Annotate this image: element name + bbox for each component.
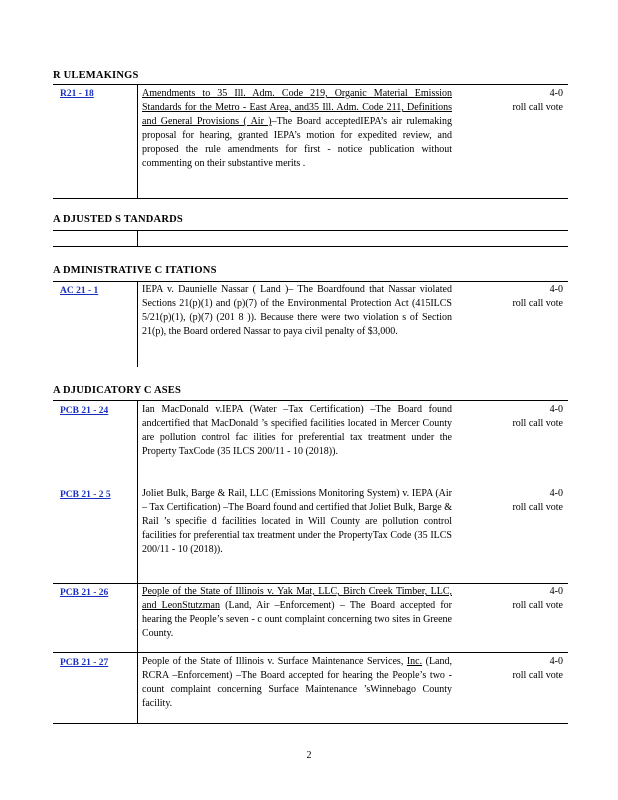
vote-count: 4-0	[549, 404, 563, 415]
entry-description	[142, 87, 452, 171]
vote-result	[480, 487, 563, 515]
column-divider	[137, 281, 138, 367]
page-number: 2	[306, 750, 312, 761]
vote-type: roll call vote	[512, 418, 563, 429]
divider	[53, 198, 568, 199]
divider	[53, 723, 568, 724]
vote-type: roll call vote	[512, 102, 563, 113]
entry-text: (Land, RCRA –Enforcement) –The Board accepted for hearing the People’s two - count complaint concerning Surface Maintenance ’sWinnebago County facility.	[142, 656, 452, 709]
entry-text: –The Board acceptedIEPA’s air rulemaking proposal for hearing, granted IEPA’s motion for expedited review, and proposed the rule amendments for first - notice publication without commenting on their substantive merits .	[142, 116, 452, 169]
divider	[53, 84, 568, 85]
vote-result	[480, 87, 563, 115]
section-heading-adjudicatory-cases: A DJUDICATORY C ASES	[53, 385, 182, 396]
entry-description	[142, 403, 452, 459]
divider	[53, 583, 568, 584]
docket-link-pcb-21-25[interactable]: PCB 21 - 2 5	[60, 490, 111, 500]
divider	[53, 400, 568, 401]
docket-link-pcb-21-27[interactable]: PCB 21 - 27	[60, 658, 109, 668]
vote-type: roll call vote	[512, 670, 563, 681]
vote-count: 4-0	[549, 656, 563, 667]
divider	[53, 246, 568, 247]
vote-result	[480, 655, 563, 683]
column-divider	[137, 400, 138, 723]
entry-text: Ian MacDonald v.IEPA (Water –Tax Certification) –The Board found andcertified that MacDonald ’s specified facilities located in Mercer County are pollution control fac ilities for preferential tax treatment under the Property TaxCode (35 ILCS 200/11 - 10 (2018)).	[142, 404, 452, 457]
column-divider	[137, 84, 138, 198]
vote-result	[480, 403, 563, 431]
entry-description	[142, 487, 452, 557]
docket-link-pcb-21-26[interactable]: PCB 21 - 26	[60, 588, 109, 598]
entry-text-start: People of the State of Illinois v. Surface Maintenance Services,	[142, 656, 407, 667]
vote-count: 4-0	[549, 284, 563, 295]
docket-link-ac-21-1[interactable]: AC 21 - 1	[60, 286, 99, 296]
docket-link-pcb-21-24[interactable]: PCB 21 - 24	[60, 406, 109, 416]
entry-description	[142, 283, 452, 339]
vote-result	[480, 283, 563, 311]
case-caption: People of the State of Illinois v. Yak Mat, LLC, Birch Creek Timber, LLC, and LeonStutzman	[142, 586, 452, 611]
column-divider	[137, 230, 138, 246]
entry-description	[142, 655, 452, 711]
divider	[53, 652, 568, 653]
rulemaking-title: Amendments to 35 Ill. Adm. Code 219, Organic Material Emission Standards for the Metro - East Area, and35 Ill. Adm. Code 211, Definitions and General Provisions ( Air )	[142, 88, 452, 127]
entry-description	[142, 585, 452, 641]
entry-text: IEPA v. Daunielle Nassar ( Land )– The Boardfound that Nassar violated Sections 21(p)(1) and (p)(7) of the Environmental Protection Act (415ILCS 5/21(p)(1), (p)(7) (201 8 )). Because there were two violation s of Section 21(p), the Board ordered Nassar to paya civil penalty of $3,000.	[142, 284, 452, 337]
section-heading-adjusted-standards: A DJUSTED S TANDARDS	[53, 214, 183, 225]
section-heading-rulemakings: R ULEMAKINGS	[53, 70, 139, 81]
divider	[53, 281, 568, 282]
vote-type: roll call vote	[512, 600, 563, 611]
vote-count: 4-0	[549, 488, 563, 499]
docket-link-r21-18[interactable]: R21 - 18	[60, 89, 94, 99]
vote-type: roll call vote	[512, 502, 563, 513]
vote-count: 4-0	[549, 88, 563, 99]
vote-result	[480, 585, 563, 613]
entry-text: Joliet Bulk, Barge & Rail, LLC (Emissions Monitoring System) v. IEPA (Air – Tax Certification) –The Board found and certified that Joliet Bulk, Barge & Rail ’s specifie d facilities located in Will County are pollution control facilities for preferential tax treatment under the PropertyTax Code (35 ILCS 200/11 - 10 (2018)).	[142, 488, 452, 555]
divider	[53, 230, 568, 231]
vote-count: 4-0	[549, 586, 563, 597]
section-heading-administrative-citations: A DMINISTRATIVE C ITATIONS	[53, 265, 217, 276]
vote-type: roll call vote	[512, 298, 563, 309]
case-caption-suffix: Inc.	[406, 656, 423, 667]
entry-text: (Land, Air –Enforcement) – The Board accepted for hearing the People’s seven - c ount complaint concerning two sites in Greene County.	[142, 600, 453, 639]
